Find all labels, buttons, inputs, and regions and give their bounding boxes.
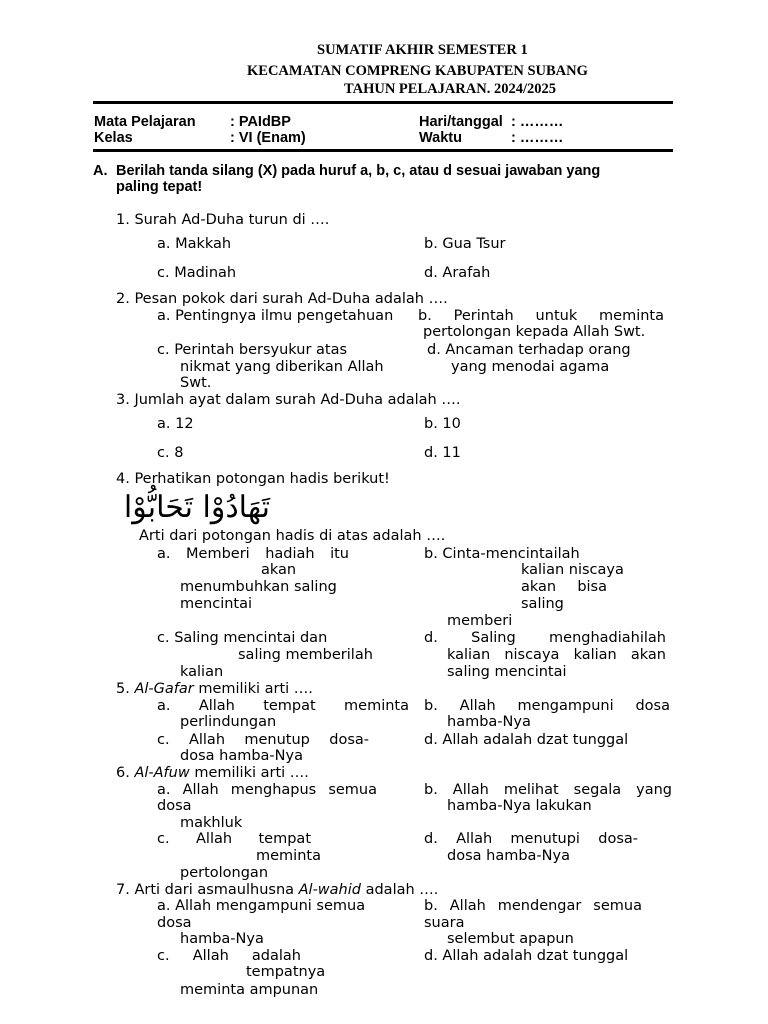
question-7-stem <box>116 882 438 898</box>
question-7-option-b: b. Allah mendengar semua <box>424 898 642 914</box>
question-6-option-c-cont: meminta <box>256 848 321 864</box>
question-4-sub: Arti dari potongan hadis di atas adalah …. <box>139 528 446 544</box>
header-divider-top <box>93 101 673 104</box>
question-7-number: 7. Arti dari asmaulhusna <box>116 882 299 898</box>
subject-value: : PAIdBP <box>230 114 291 130</box>
question-1-stem: 1. Surah Ad-Duha turun di …. <box>116 212 330 228</box>
question-7-option-c: c. Allah adalah <box>157 948 301 964</box>
exam-title: SUMATIF AKHIR SEMESTER 1 <box>317 42 528 58</box>
question-4-stem: 4. Perhatikan potongan hadis berikut! <box>116 471 390 487</box>
question-6-stem <box>116 765 309 781</box>
question-4-option-b: b. Cinta-mencintailah <box>424 546 580 562</box>
question-7-rest: adalah …. <box>360 882 439 898</box>
question-5-term: Al-Gafar <box>134 681 194 697</box>
subject-label: Mata Pelajaran <box>94 114 196 130</box>
class-value: : VI (Enam) <box>230 130 306 146</box>
question-6-option-a-cont2: makhluk <box>180 815 243 831</box>
question-7-option-d: d. Allah adalah dzat tunggal <box>424 948 629 964</box>
question-1-option-a: a. Makkah <box>157 236 232 252</box>
question-4-option-a-cont2: menumbuhkan saling <box>180 579 337 595</box>
question-3-option-d: d. 11 <box>424 445 461 461</box>
hadith-arabic-text: تَهَادُوْا تَحَابُّوْا <box>123 490 270 525</box>
question-4-option-a-cont: akan <box>261 562 297 578</box>
question-4-option-c-cont2: kalian <box>180 664 224 680</box>
question-7-option-a-cont: dosa <box>157 915 192 931</box>
question-4-option-d-cont: kalian niscaya kalian akan <box>447 647 666 663</box>
question-2-option-b-cont: pertolongan kepada Allah Swt. <box>423 324 646 340</box>
question-2-option-c: c. Perintah bersyukur atas <box>157 342 348 358</box>
question-7-option-c-cont: tempatnya <box>246 964 326 980</box>
question-6-option-c: c. Allah tempat <box>157 831 311 847</box>
question-7-option-b-cont: suara <box>424 915 465 931</box>
question-5-option-b: b. Allah mengampuni dosa <box>424 698 670 714</box>
question-5-option-a: a. Allah tempat meminta <box>157 698 409 714</box>
question-5-rest: memiliki arti …. <box>193 681 313 697</box>
question-4-option-d-cont2: saling mencintai <box>447 664 567 680</box>
question-2-option-b: b. Perintah untuk meminta <box>418 308 664 324</box>
question-7-option-a-cont2: hamba-Nya <box>180 931 264 947</box>
question-2-option-a: a. Pentingnya ilmu pengetahuan <box>157 308 394 324</box>
question-1-option-b: b. Gua Tsur <box>424 236 506 252</box>
question-4-option-a: a. Memberi hadiah itu <box>157 546 349 562</box>
question-1-option-c: c. Madinah <box>157 265 237 281</box>
question-2-option-d: d. Ancaman terhadap orang <box>427 342 631 358</box>
question-6-option-c-cont2: pertolongan <box>180 865 269 881</box>
question-7-term: Al-wahid <box>298 882 361 898</box>
question-3-option-a: a. 12 <box>157 416 194 432</box>
question-5-number: 5. <box>116 681 135 697</box>
question-6-option-d: d. Allah menutupi dosa- <box>424 831 638 847</box>
question-5-option-d: d. Allah adalah dzat tunggal <box>424 732 629 748</box>
question-6-term: Al-Afuw <box>134 765 190 781</box>
date-label: Hari/tanggal <box>419 114 503 130</box>
question-4-option-b-cont4: memberi <box>447 613 513 629</box>
question-6-option-a-cont: dosa <box>157 798 192 814</box>
header-divider-bottom <box>93 149 673 152</box>
question-6-option-d-cont: dosa hamba-Nya <box>447 848 570 864</box>
section-letter: A. <box>93 163 108 179</box>
question-5-option-a-cont: perlindungan <box>180 714 277 730</box>
question-4-option-c: c. Saling mencintai dan <box>157 630 328 646</box>
question-3-stem: 3. Jumlah ayat dalam surah Ad-Duha adalah …. <box>116 392 461 408</box>
question-5-option-c: c. Allah menutup dosa- <box>157 732 369 748</box>
time-label: Waktu <box>419 130 462 146</box>
date-value: : ……… <box>511 114 564 130</box>
exam-year: TAHUN PELAJARAN. 2024/2025 <box>344 81 556 97</box>
question-6-rest: memiliki arti …. <box>189 765 309 781</box>
question-4-option-b-cont: kalian niscaya <box>521 562 624 578</box>
question-5-option-b-cont: hamba-Nya <box>447 714 531 730</box>
question-6-option-b: b. Allah melihat segala yang <box>424 782 672 798</box>
question-6-option-b-cont: hamba-Nya lakukan <box>447 798 592 814</box>
question-7-option-a: a. Allah mengampuni semua <box>157 898 366 914</box>
class-label: Kelas <box>94 130 133 146</box>
question-2-option-c-cont2: Swt. <box>180 375 212 391</box>
question-3-option-c: c. 8 <box>157 445 184 461</box>
question-4-option-c-cont: saling memberilah <box>238 647 373 663</box>
question-3-option-b: b. 10 <box>424 416 461 432</box>
section-instruction-line2: paling tepat! <box>116 179 203 195</box>
question-4-option-a-cont3: mencintai <box>180 596 253 612</box>
time-value: : ……… <box>511 130 564 146</box>
section-instruction-line1: Berilah tanda silang (X) pada huruf a, b, c, atau d sesuai jawaban yang <box>116 163 601 179</box>
question-1-option-d: d. Arafah <box>424 265 491 281</box>
question-5-option-c-cont: dosa hamba-Nya <box>180 748 303 764</box>
question-4-option-d: d. Saling menghadiahilah <box>424 630 666 646</box>
question-5-stem <box>116 681 313 697</box>
question-4-option-b-cont2: akan bisa <box>521 579 607 595</box>
question-6-number: 6. <box>116 765 135 781</box>
question-2-option-d-cont: yang menodai agama <box>451 359 610 375</box>
question-2-stem: 2. Pesan pokok dari surah Ad-Duha adalah …. <box>116 291 448 307</box>
question-4-option-b-cont3: saling <box>521 596 564 612</box>
question-6-option-a: a. Allah menghapus semua <box>157 782 377 798</box>
question-7-option-b-cont2: selembut apapun <box>447 931 574 947</box>
exam-district: KECAMATAN COMPRENG KABUPATEN SUBANG <box>247 63 588 79</box>
question-7-option-c-cont2: meminta ampunan <box>180 982 319 998</box>
question-2-option-c-cont: nikmat yang diberikan Allah <box>180 359 384 375</box>
